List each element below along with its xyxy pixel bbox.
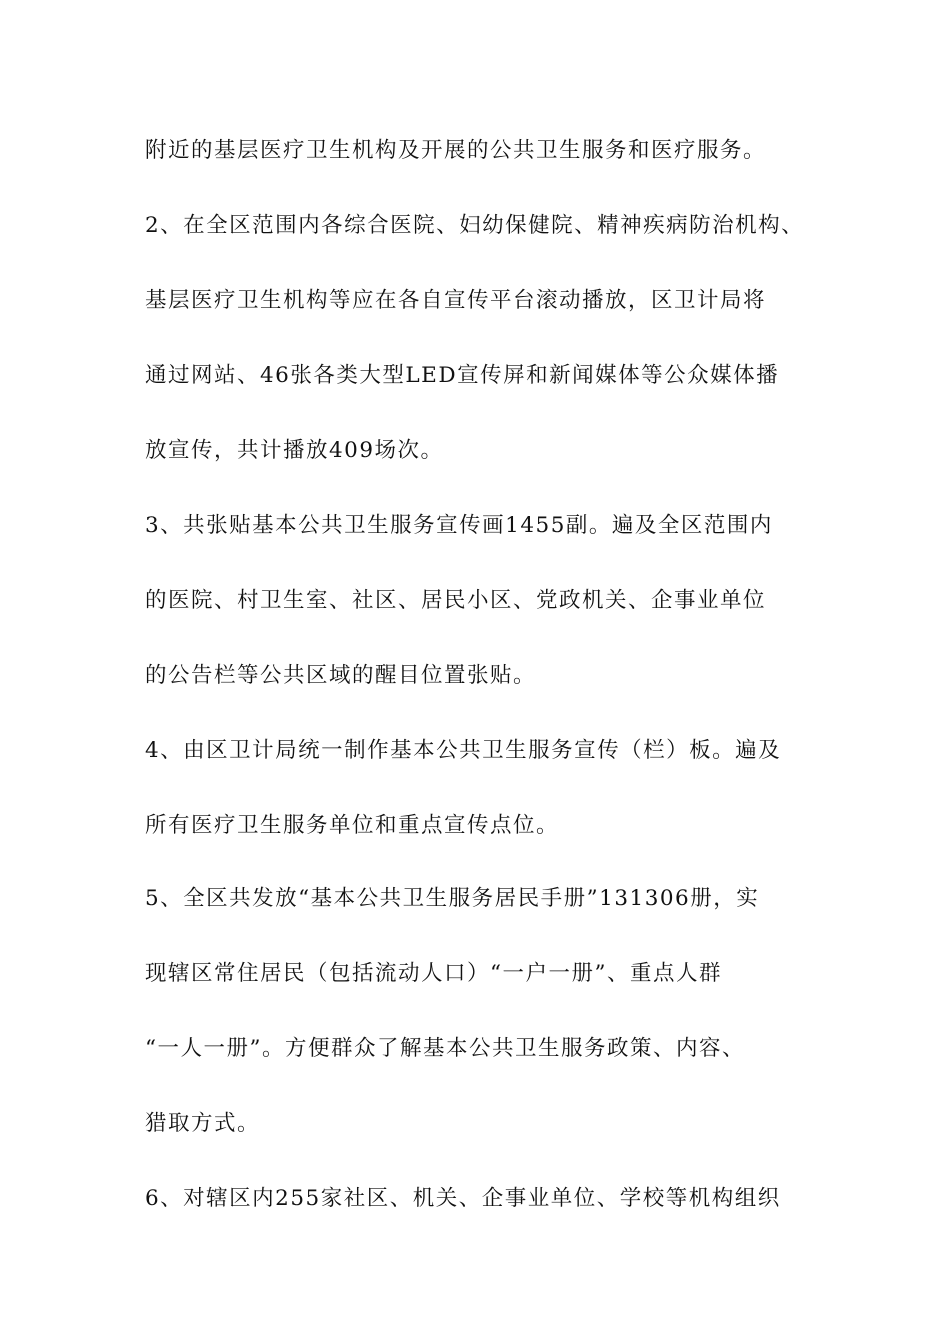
text-line: 2、在全区范围内各综合医院、妇幼保健院、精神疾病防治机构、	[145, 213, 805, 238]
text-line: 的公告栏等公共区域的醒目位置张贴。	[145, 663, 537, 688]
text-line: 5、全区共发放“基本公共卫生服务居民手册”131306册，实	[145, 886, 760, 911]
text-line: 所有医疗卫生服务单位和重点宣传点位。	[145, 813, 560, 838]
text-line: 的医院、村卫生室、社区、居民小区、党政机关、企事业单位	[145, 588, 767, 613]
text-line: 猎取方式。	[145, 1111, 261, 1136]
text-line: 基层医疗卫生机构等应在各自宣传平台滚动播放，区卫计局将	[145, 288, 767, 313]
text-line: 现辖区常住居民（包括流动人口）“一户一册”、重点人群	[145, 961, 722, 986]
text-line: 4、由区卫计局统一制作基本公共卫生服务宣传（栏）板。遍及	[145, 738, 782, 763]
text-line: 放宣传，共计播放409场次。	[145, 438, 444, 463]
text-line: 3、共张贴基本公共卫生服务宣传画1455副。遍及全区范围内	[145, 513, 773, 538]
text-line: 附近的基层医疗卫生机构及开展的公共卫生服务和医疗服务。	[145, 138, 767, 163]
text-line: 6、对辖区内255家社区、机关、企事业单位、学校等机构组织	[145, 1186, 781, 1211]
text-line: “一人一册”。方便群众了解基本公共卫生服务政策、内容、	[145, 1036, 745, 1061]
text-line: 通过网站、46张各类大型LED宣传屏和新闻媒体等公众媒体播	[145, 363, 780, 388]
